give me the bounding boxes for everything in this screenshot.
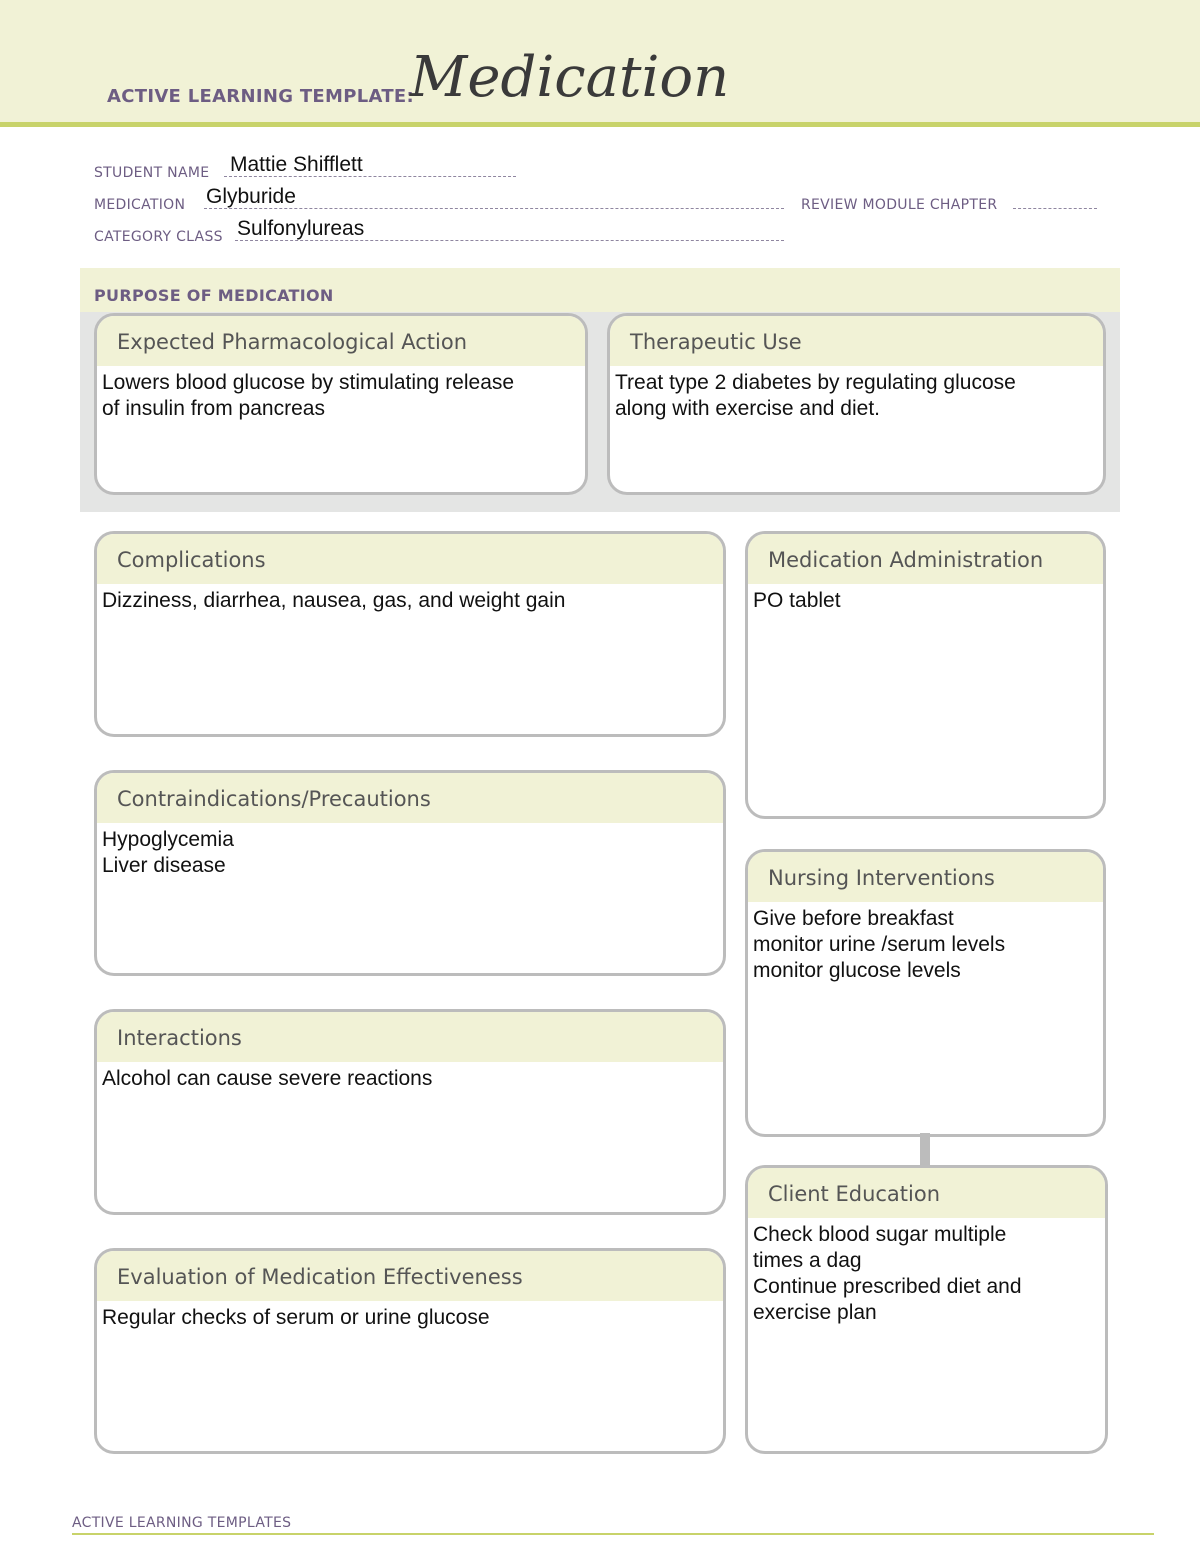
student-name-label: STUDENT NAME — [94, 165, 210, 181]
expected-action-text[interactable]: Lowers blood glucose by stimulating release of insulin from pancreas — [102, 371, 515, 420]
medication-label: MEDICATION — [94, 197, 186, 213]
review-module-label: REVIEW MODULE CHAPTER — [801, 197, 998, 213]
student-name-field[interactable]: Mattie Shifflett — [230, 153, 363, 176]
therapeutic-use-heading: Therapeutic Use — [610, 316, 1103, 366]
header-divider — [0, 122, 1200, 127]
footer-label: ACTIVE LEARNING TEMPLATES — [72, 1515, 292, 1531]
page-title: Medication — [410, 45, 730, 110]
category-class-label: CATEGORY CLASS — [94, 229, 223, 245]
evaluation-text[interactable]: Regular checks of serum or urine glucose — [102, 1306, 490, 1329]
complications-heading: Complications — [97, 534, 723, 584]
footer-divider — [72, 1533, 1154, 1535]
client-education-card — [745, 1165, 1108, 1454]
contraindications-heading: Contraindications/Precautions — [97, 773, 723, 823]
student-name-row — [94, 153, 524, 183]
evaluation-card — [94, 1248, 726, 1454]
contraindications-text[interactable]: Hypoglycemia Liver disease — [102, 828, 234, 877]
medication-administration-text[interactable]: PO tablet — [753, 589, 841, 612]
therapeutic-use-text[interactable]: Treat type 2 diabetes by regulating glucose along with exercise and diet. — [615, 371, 1016, 420]
medication-field[interactable]: Glyburide — [206, 185, 296, 208]
review-module-line — [1013, 208, 1097, 209]
complications-text[interactable]: Dizziness, diarrhea, nausea, gas, and weight gain — [102, 589, 566, 612]
contraindications-card — [94, 770, 726, 976]
review-module-row — [801, 185, 1101, 215]
expected-action-card — [94, 313, 588, 495]
purpose-title: PURPOSE OF MEDICATION — [94, 286, 334, 305]
interactions-heading: Interactions — [97, 1012, 723, 1062]
nursing-interventions-card — [745, 849, 1106, 1137]
category-class-field[interactable]: Sulfonylureas — [237, 217, 365, 240]
connector-bar — [920, 1133, 930, 1166]
medication-row — [94, 185, 794, 215]
medication-administration-heading: Medication Administration — [748, 534, 1103, 584]
medication-administration-card — [745, 531, 1106, 819]
expected-action-heading: Expected Pharmacological Action — [97, 316, 585, 366]
evaluation-heading: Evaluation of Medication Effectiveness — [97, 1251, 723, 1301]
category-class-row — [94, 217, 794, 247]
client-education-heading: Client Education — [748, 1168, 1105, 1218]
nursing-interventions-heading: Nursing Interventions — [748, 852, 1103, 902]
therapeutic-use-card — [607, 313, 1106, 495]
complications-card — [94, 531, 726, 737]
client-education-text[interactable]: Check blood sugar multiple times a dag Continue prescribed diet and exercise plan — [753, 1223, 1022, 1324]
interactions-text[interactable]: Alcohol can cause severe reactions — [102, 1067, 433, 1090]
nursing-interventions-text[interactable]: Give before breakfast monitor urine /serum levels monitor glucose levels — [753, 907, 1006, 982]
interactions-card — [94, 1009, 726, 1215]
template-label: ACTIVE LEARNING TEMPLATE: — [107, 86, 414, 107]
